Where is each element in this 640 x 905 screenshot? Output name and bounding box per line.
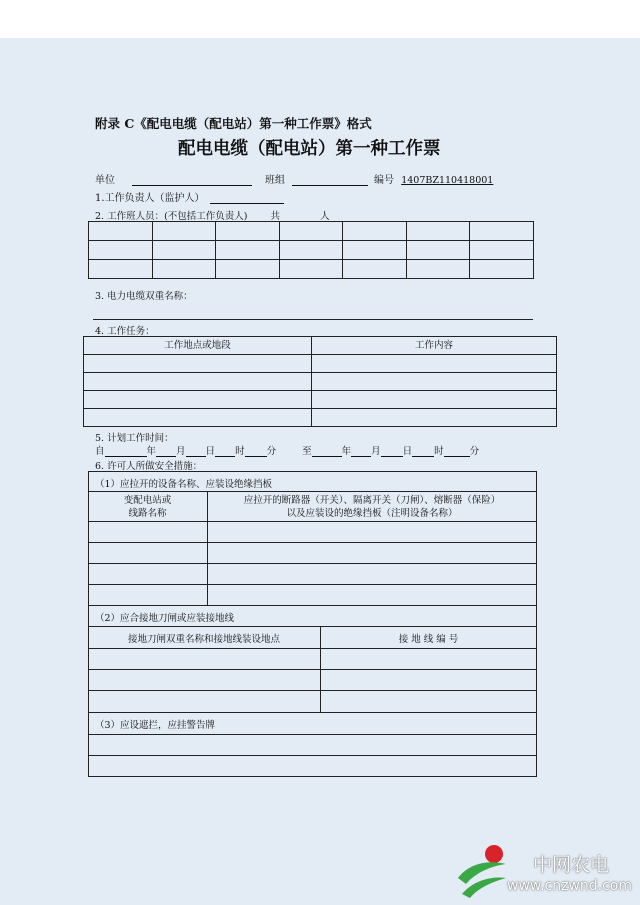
crew-cell[interactable] (406, 260, 470, 279)
from-minute-blank[interactable] (245, 445, 267, 457)
crew-cell[interactable] (279, 260, 343, 279)
section2-title: （2）应合接地刀闸或应装接地线 (95, 613, 235, 624)
task-cell[interactable] (312, 409, 557, 427)
crew-cell[interactable] (89, 260, 153, 279)
number-value: 1407BZ110418001 (401, 175, 494, 186)
crew-cell[interactable] (343, 241, 407, 260)
crew-cell[interactable] (470, 222, 534, 241)
item2-label: 2. 工作班人员：(不包括工作负责人) (95, 211, 248, 222)
item4-label: 4. 工作任务： (95, 326, 155, 337)
divider (88, 626, 537, 627)
item3-label: 3. 电力电缆双重名称： (95, 291, 193, 302)
section1-col1-header (88, 494, 207, 520)
team-label: 班组 (265, 175, 285, 186)
time-to: 至 (302, 446, 312, 457)
time-day: 日 (205, 446, 216, 457)
crew-cell[interactable] (279, 241, 343, 260)
form-title: 配电电缆（配电站）第一种工作票 (178, 139, 441, 159)
crew-cell[interactable] (216, 222, 280, 241)
task-header-content: 工作内容 (312, 337, 557, 355)
to-hour-blank[interactable] (412, 445, 434, 457)
to-day-blank[interactable] (381, 445, 403, 457)
divider (88, 491, 537, 492)
crew-cell[interactable] (279, 222, 343, 241)
time-year: 年 (146, 446, 157, 457)
item2-total-suffix: 人 (320, 211, 330, 222)
team-field (265, 171, 368, 186)
time-year: 年 (341, 446, 352, 457)
unit-field (95, 171, 252, 186)
task-cell[interactable] (312, 373, 557, 391)
section1-col2-line1: 应拉开的断路器（开关）、隔离开关（刀闸）、熔断器（保险） (243, 495, 501, 506)
crew-cell[interactable] (89, 222, 153, 241)
top-blank-band (0, 0, 640, 38)
section1-title: （1）应拉开的设备名称、应装设绝缘挡板 (95, 479, 273, 490)
task-cell[interactable] (84, 409, 312, 427)
item2-total-prefix: 共 (270, 211, 281, 222)
crew-cell[interactable] (343, 260, 407, 279)
crew-cell[interactable] (89, 241, 153, 260)
item3-blank-line[interactable] (93, 319, 533, 320)
to-month-blank[interactable] (351, 445, 371, 457)
item2-field (95, 208, 330, 222)
watermark-logo-icon (456, 842, 508, 900)
divider (88, 563, 537, 564)
crew-cell[interactable] (216, 260, 280, 279)
planned-time-row (95, 443, 479, 457)
time-month: 月 (176, 446, 186, 457)
time-minute: 分 (266, 446, 277, 457)
time-hour: 时 (235, 446, 245, 457)
crew-cell[interactable] (152, 260, 216, 279)
crew-cell[interactable] (152, 241, 216, 260)
item5-label: 5. 计划工作时间： (95, 433, 174, 444)
work-crew-table (88, 221, 534, 279)
time-minute: 分 (469, 446, 480, 457)
crew-cell[interactable] (152, 222, 216, 241)
divider (88, 542, 537, 543)
time-day: 日 (402, 446, 413, 457)
section1-col1-line1: 变配电站或 (123, 495, 172, 506)
crew-cell[interactable] (406, 222, 470, 241)
divider (88, 584, 537, 585)
item1-label: 1.工作负责人（监护人） (95, 193, 205, 204)
divider (88, 669, 537, 670)
crew-cell[interactable] (470, 241, 534, 260)
crew-cell[interactable] (406, 241, 470, 260)
section3-title: （3）应设遮拦，应挂警告牌 (95, 720, 216, 731)
task-cell[interactable] (84, 355, 312, 373)
time-hour: 时 (434, 446, 444, 457)
work-task-table (83, 336, 557, 427)
divider (88, 755, 537, 756)
section2-col2-header: 接 地 线 编 号 (398, 634, 459, 645)
to-minute-blank[interactable] (444, 445, 470, 457)
from-year-blank[interactable] (105, 445, 147, 457)
divider (88, 712, 537, 713)
appendix-title: 附录 C《配电电缆（配电站）第一种工作票》格式 (95, 116, 372, 131)
section1-col2-line2: 以及应装设的绝缘挡板（注明设备名称） (286, 508, 458, 519)
item1-field (95, 189, 284, 204)
item1-blank[interactable] (210, 192, 284, 204)
number-label: 编号 (374, 175, 394, 186)
from-month-blank[interactable] (156, 445, 176, 457)
divider (88, 521, 537, 522)
to-year-blank[interactable] (312, 445, 342, 457)
from-hour-blank[interactable] (215, 445, 235, 457)
unit-label: 单位 (95, 175, 115, 186)
crew-cell[interactable] (470, 260, 534, 279)
task-cell[interactable] (84, 391, 312, 409)
section2-col1-header: 接地刀闸双重名称和接地线装设地点 (127, 634, 280, 645)
unit-blank[interactable] (132, 174, 252, 186)
divider (88, 605, 537, 606)
team-blank[interactable] (292, 174, 368, 186)
task-cell[interactable] (312, 391, 557, 409)
from-day-blank[interactable] (186, 445, 206, 457)
time-from: 自 (95, 446, 105, 457)
crew-cell[interactable] (216, 241, 280, 260)
item6-label: 6. 许可人所做安全措施： (95, 461, 203, 472)
section1-col1-line2: 线路名称 (128, 508, 167, 519)
divider (88, 734, 537, 735)
task-cell[interactable] (84, 373, 312, 391)
divider (88, 648, 537, 649)
section1-col2-header (207, 494, 537, 520)
watermark-url: www.cnzwnd.com (507, 878, 632, 894)
divider (88, 690, 537, 691)
time-month: 月 (371, 446, 381, 457)
number-field (374, 171, 493, 186)
task-header-location: 工作地点或地段 (84, 337, 312, 355)
task-cell[interactable] (312, 355, 557, 373)
crew-cell[interactable] (343, 222, 407, 241)
watermark-name: 中网农电 (533, 854, 610, 876)
